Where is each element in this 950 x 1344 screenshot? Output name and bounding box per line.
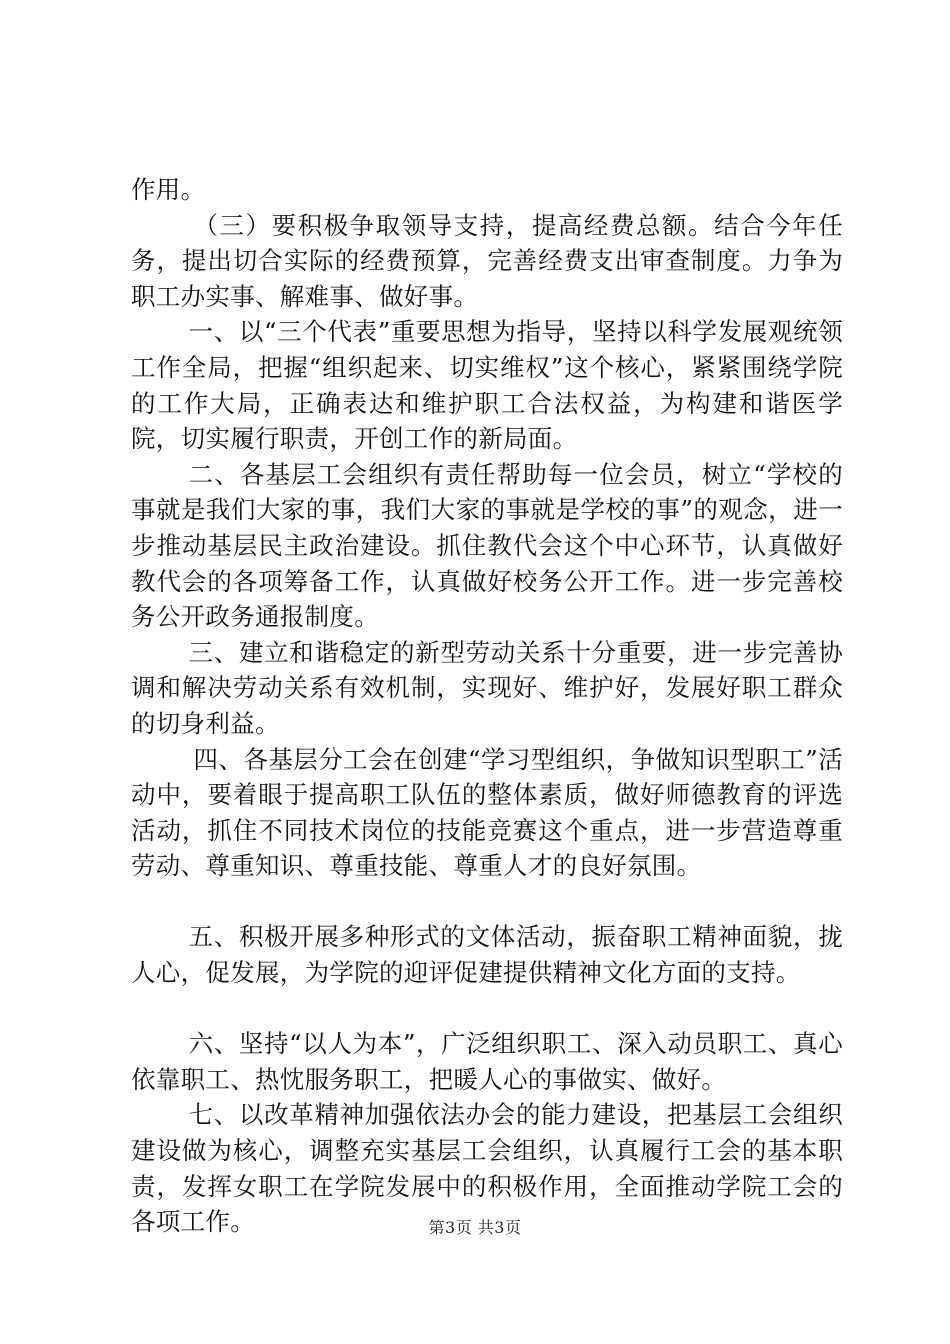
document-body (131, 172, 843, 1240)
paragraph-gap (131, 884, 843, 920)
paragraph-item-1: 一、以“三个代表”重要思想为指导，坚持以科学发展观统领工作全局，把握“组织起来、切实维权”这个核心，紧紧围绕学院的工作大局，正确表达和维护职工合法权益，为构建和谐医学院，切实履行职责，开创工作的新局面。 (131, 317, 843, 454)
paragraph-item-6: 六、坚持“以人为本”，广泛组织职工、深入动员职工、真心依靠职工、热忱服务职工，把暖人心的事做实、做好。 (131, 1029, 843, 1094)
paragraph-item-7: 七、以改革精神加强依法办会的能力建设，把基层工会组织建设做为核心，调整充实基层工会组织，认真履行工会的基本职责，发挥女职工在学院发展中的积极作用，全面推动学院工会的各项工作。 (131, 1100, 843, 1237)
paragraph-item-3: 三、建立和谐稳定的新型劳动关系十分重要，进一步完善协调和解决劳动关系有效机制，实现好、维护好，发展好职工群众的切身利益。 (131, 637, 843, 738)
paragraph-item-2: 二、各基层工会组织有责任帮助每一位会员，树立“学校的事就是我们大家的事，我们大家的事就是学校的事”的观念，进一步推动基层民主政治建设。抓住教代会这个中心环节，认真做好教代会的各项筹备工作，认真做好校务公开工作。进一步完善校务公开政务通报制度。 (131, 459, 843, 632)
page-number-footer: 第3页 共3页 (428, 1218, 522, 1237)
paragraph-continuation: 作用。 (131, 175, 206, 204)
paragraph-item-4: 四、各基层分工会在创建“学习型组织，争做知识型职工”活动中，要着眼于提高职工队伍的整体素质，做好师德教育的评选活动，抓住不同技术岗位的技能竞赛这个重点，进一步营造尊重劳动、尊重知识、尊重技能、尊重人才的良好氛围。 (131, 744, 843, 881)
paragraph-funding: （三）要积极争取领导支持，提高经费总额。结合今年任务，提出切合实际的经费预算，完善经费支出审查制度。力争为职工办实事、解难事、做好事。 (131, 210, 843, 311)
paragraph-gap (131, 991, 843, 1027)
paragraph-item-5: 五、积极开展多种形式的文体活动，振奋职工精神面貌，拢人心，促发展，为学院的迎评促建提供精神文化方面的支持。 (131, 922, 843, 988)
